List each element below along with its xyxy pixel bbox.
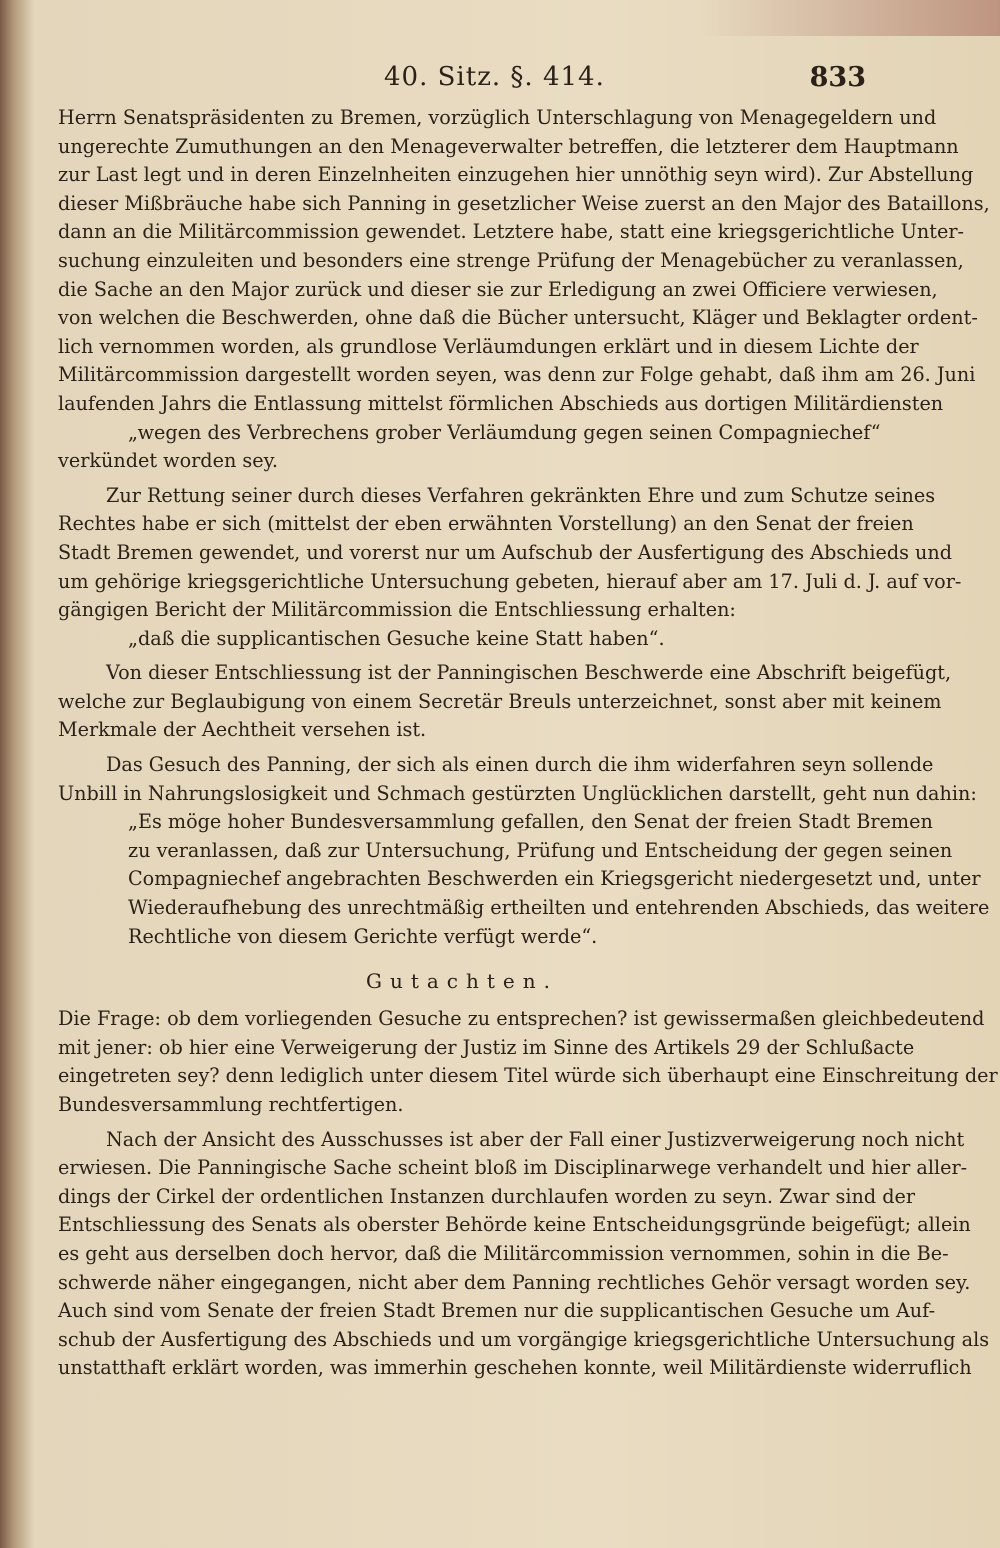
quote-line: zu veranlassen, daß zur Untersuchung, Prüfung und Entscheidung der gegen seinen [128,838,953,862]
quote-line: Compagniechef angebrachten Beschwerden ein Kriegsgericht niedergesetzt und, unter [128,867,981,891]
text-line: erwiesen. Die Panningische Sache scheint bloß im Disciplinarwege verhandelt und hier aller- [58,1156,968,1180]
text-line: mit jener: ob hier eine Verweigerung der Justiz im Sinne des Artikels 29 der Schlußacte [58,1035,915,1059]
paragraph [58,659,952,745]
text-line: die Sache an den Major zurück und dieser sie zur Erledigung an zwei Officiere verwiesen, [58,277,938,301]
section-heading: Gutachten. [365,969,558,994]
quote-line: „wegen des Verbrechens grober Verläumdung gegen seinen Compagniechef“ [128,420,881,444]
paragraph [58,447,866,476]
text-line: eingetreten sey? denn lediglich unter diesem Titel würde sich überhaupt eine Einschreitung der [58,1064,998,1088]
text-line: dann an die Militärcommission gewendet. Letztere habe, statt eine kriegsgerichtliche Unter- [58,220,964,244]
text-line: um gehörige kriegsgerichtliche Untersuchung gebeten, hierauf aber am 17. Juli d. J. auf vor- [58,569,962,593]
text-line: dieser Mißbräuche habe sich Panning in gesetzlicher Weise zuerst an den Major des Bataillons, [58,191,990,215]
text-line: von welchen die Beschwerden, ohne daß die Bücher untersucht, Kläger und Beklagter ordent- [58,306,978,330]
page-header [0,62,1000,102]
text-line: es geht aus derselben doch hervor, daß die Militärcommission vernommen, sohin in die Be- [58,1241,949,1265]
text-line: unstatthaft erklärt worden, was immerhin geschehen konnte, weil Militärdienste widerruflich [58,1356,972,1380]
paragraph [58,1126,990,1383]
paragraph [58,751,977,808]
text-line: verkündet worden sey. [58,449,278,473]
text-line: Herrn Senatspräsidenten zu Bremen, vorzüglich Unterschlagung von Menagegeldern und [58,106,937,129]
text-line: gängigen Bericht der Militärcommission die Entschliessung erhalten: [58,598,736,622]
text-line: Von dieser Entschliessung ist der Panningischen Beschwerde eine Abschrift beigefügt, [106,661,952,685]
text-line: Militärcommission dargestellt worden seyen, was denn zur Folge gehabt, daß ihm am 26. Juni [58,363,976,387]
running-head: 40. Sitz. §. 414. [384,62,605,92]
text-line: Das Gesuch des Panning, der sich als einen durch die ihm widerfahren seyn sollende [106,753,934,777]
text-line: Auch sind vom Senate der freien Stadt Bremen nur die supplicantischen Gesuche um Auf- [58,1299,936,1323]
body-text [58,104,998,1383]
text-line: dings der Cirkel der ordentlichen Instanzen durchlaufen worden zu seyn. Zwar sind der [58,1184,916,1208]
quote-line: „daß die supplicantischen Gesuche keine Statt haben“. [128,626,665,650]
text-line: laufenden Jahrs die Entlassung mittelst förmlichen Abschieds aus dortigen Militärdiensten [58,391,944,415]
paragraph [58,104,990,419]
block-quote [58,419,881,448]
text-line: suchung einzuleiten und besonders eine strenge Prüfung der Menagebücher zu veranlassen, [58,248,964,272]
text-line: Bundesversammlung rechtfertigen. [58,1093,404,1116]
text-line: Zur Rettung seiner durch dieses Verfahren gekränkten Ehre und zum Schutze seines [106,483,936,507]
quote-line: Wiederaufhebung des unrechtmäßig ertheilten und entehrenden Abschieds, das weitere [128,896,990,920]
text-line: schub der Ausfertigung des Abschieds und um vorgängige kriegsgerichtliche Untersuchung als [58,1327,990,1351]
block-quote [58,808,990,951]
text-line: schwerde näher eingegangen, nicht aber dem Panning rechtliches Gehör versagt worden sey. [58,1270,971,1294]
page-number: 833 [809,62,866,93]
paragraph [58,482,962,625]
text-line: Nach der Ansicht des Ausschusses ist aber der Fall einer Justizverweigerung noch nicht [106,1127,965,1151]
text-line: Rechtes habe er sich (mittelst der eben erwähnten Vorstellung) an den Senat der freien [58,512,914,536]
block-quote [58,625,866,654]
text-line: lich vernommen worden, als grundlose Verläumdungen erklärt und in diesem Lichte der [58,334,919,358]
text-line: ungerechte Zumuthungen an den Menageverwalter betreffen, die letzterer dem Hauptmann [58,134,959,158]
text-line: Die Frage: ob dem vorliegenden Gesuche zu entsprechen? ist gewissermaßen gleichbedeutend [58,1007,985,1031]
text-line: Entschliessung des Senats als oberster Behörde keine Entscheidungsgründe beigefügt; allein [58,1213,971,1237]
text-line: Merkmale der Aechtheit versehen ist. [58,718,427,742]
paragraph [58,1005,998,1119]
text-line: welche zur Beglaubigung von einem Secretär Breuls unterzeichnet, sonst aber mit keinem [58,689,942,713]
quote-line: „Es möge hoher Bundesversammlung gefallen, den Senat der freien Stadt Bremen [128,810,933,834]
quote-line: Rechtliche von diesem Gerichte verfügt werde“. [128,924,598,948]
text-line: zur Last legt und in deren Einzelnheiten einzugehen hier unnöthig seyn wird). Zur Abstellung [58,163,974,187]
text-line: Unbill in Nahrungslosigkeit und Schmach gestürzten Unglücklichen darstellt, geht nun dahin: [58,781,977,805]
text-line: Stadt Bremen gewendet, und vorerst nur um Aufschub der Ausfertigung des Abschieds und [58,540,953,564]
